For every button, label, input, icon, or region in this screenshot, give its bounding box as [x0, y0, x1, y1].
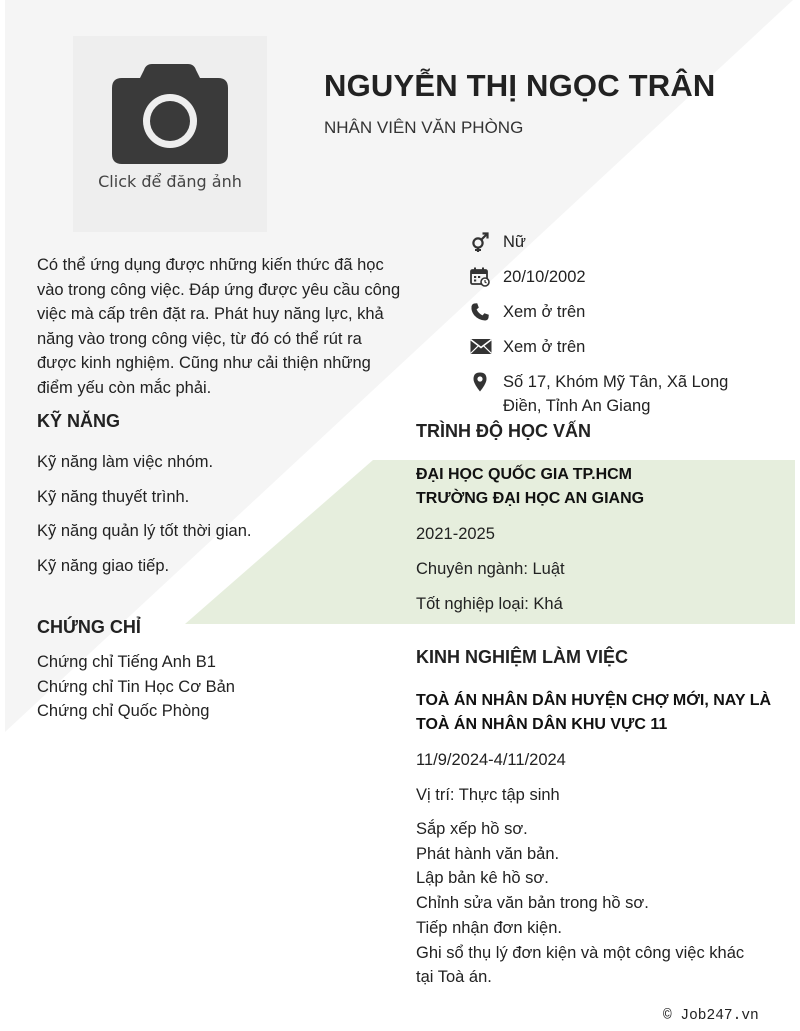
email-value: Xem ở trên	[503, 338, 586, 356]
experience-period: 11/9/2024-4/11/2024	[416, 751, 566, 769]
location-pin-icon	[470, 370, 496, 394]
skills-title: KỸ NĂNG	[37, 411, 121, 431]
task-item: Ghi sổ thụ lý đơn kiện và một công việc khác	[416, 943, 745, 962]
skill-item: Kỹ năng quản lý tốt thời gian.	[37, 522, 252, 541]
objective-line: được kinh nghiệm. Cũng như cải thiện những	[37, 354, 371, 373]
objective-line: điểm yếu còn mắc phải.	[37, 378, 212, 397]
certificate-item: Chứng chỉ Tin Học Cơ Bản	[37, 677, 235, 696]
candidate-name: NGUYỄN THỊ NGỌC TRÂN	[324, 68, 716, 103]
career-objective	[37, 253, 417, 401]
contact-gender	[470, 230, 770, 254]
university-name: ĐẠI HỌC QUỐC GIA TP.HCM	[416, 466, 633, 483]
skills-list	[37, 450, 251, 589]
birthday-value: 20/10/2002	[503, 268, 586, 286]
certificates-title: CHỨNG CHỈ	[37, 617, 141, 637]
task-item: Sắp xếp hồ sơ.	[416, 820, 528, 838]
experience-position: Vị trí: Thực tập sinh	[416, 786, 560, 804]
contact-address	[470, 370, 770, 418]
job-title: NHÂN VIÊN VĂN PHÒNG	[324, 118, 524, 137]
skill-item: Kỹ năng giao tiếp.	[37, 557, 170, 576]
objective-line: việc mà cấp trên đặt ra. Phát huy năng lực, khả	[37, 305, 384, 324]
education-major: Chuyên ngành: Luật	[416, 560, 565, 578]
education-period: 2021-2025	[416, 525, 495, 543]
education-title: TRÌNH ĐỘ HỌC VẤN	[416, 421, 591, 441]
contact-birthday	[470, 265, 770, 289]
address-line: Điền, Tỉnh An Giang	[503, 397, 651, 415]
education-entry	[416, 463, 786, 616]
camera-icon	[112, 64, 228, 164]
gender-icon	[470, 230, 496, 254]
company-name: TOÀ ÁN NHÂN DÂN KHU VỰC 11	[416, 716, 668, 733]
mail-icon	[470, 335, 496, 359]
gender-value: Nữ	[503, 233, 526, 251]
experience-title: KINH NGHIỆM LÀM VIỆC	[416, 647, 629, 667]
address-value	[503, 370, 728, 418]
address-line: Số 17, Khóm Mỹ Tân, Xã Long	[503, 373, 729, 391]
certificates-list	[37, 650, 235, 724]
skill-item: Kỹ năng làm việc nhóm.	[37, 453, 214, 471]
task-item: Tiếp nhận đơn kiện.	[416, 918, 562, 937]
photo-upload-label: Click để đăng ảnh	[98, 172, 242, 191]
certificate-item: Chứng chỉ Tiếng Anh B1	[37, 653, 216, 671]
task-item: Chỉnh sửa văn bản trong hồ sơ.	[416, 894, 649, 913]
copyright-footer: © Job247.vn	[663, 1008, 759, 1024]
contact-email	[470, 335, 770, 359]
phone-icon	[470, 300, 496, 324]
school-name: TRƯỜNG ĐẠI HỌC AN GIANG	[416, 490, 645, 507]
photo-upload-placeholder[interactable]	[73, 36, 267, 232]
company-name: TOÀ ÁN NHÂN DÂN HUYỆN CHỢ MỚI, NAY LÀ	[416, 692, 772, 709]
skill-item: Kỹ năng thuyết trình.	[37, 487, 190, 506]
certificate-item: Chứng chỉ Quốc Phòng	[37, 702, 210, 721]
task-item: tại Toà án.	[416, 968, 492, 987]
task-item: Phát hành văn bản.	[416, 844, 560, 863]
contact-phone	[470, 300, 770, 324]
calendar-icon	[470, 265, 496, 289]
experience-tasks	[416, 817, 786, 990]
contact-info	[470, 230, 770, 429]
objective-line: vào trong công việc. Đáp ứng được yêu cầu công	[37, 280, 401, 299]
phone-value: Xem ở trên	[503, 303, 586, 321]
education-grade: Tốt nghiệp loại: Khá	[416, 595, 563, 613]
task-item: Lập bản kê hồ sơ.	[416, 869, 549, 888]
experience-entry	[416, 689, 786, 990]
objective-line: Có thể ứng dụng được những kiến thức đã học	[37, 256, 384, 274]
objective-line: năng vào trong công việc, từ đó có thể rút ra	[37, 329, 362, 348]
